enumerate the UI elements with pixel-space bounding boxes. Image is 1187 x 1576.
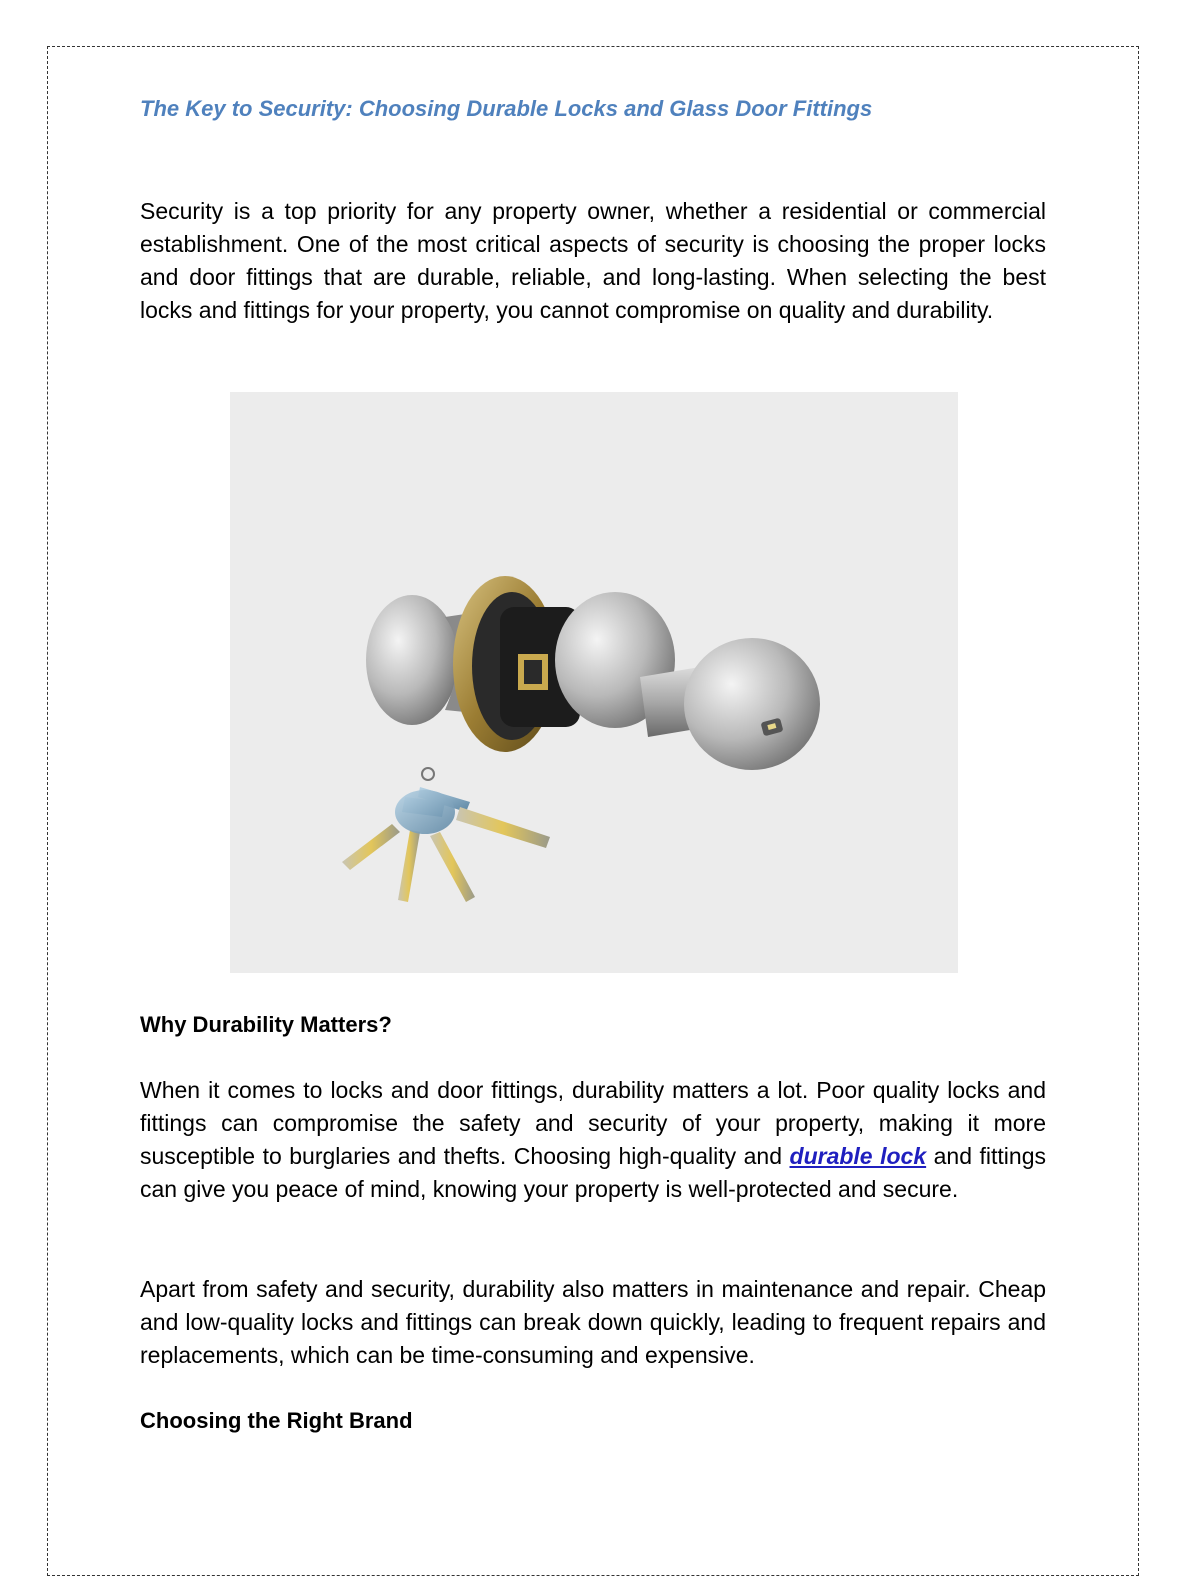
durability-paragraph xyxy=(140,1074,1046,1206)
maintenance-paragraph: Apart from safety and security, durability also matters in maintenance and repair. Cheap and low-quality locks and fittings can break down quickly, leading to frequent repairs and replacements, which can be time-consuming and expensive. xyxy=(140,1276,1046,1368)
door-knob-lock-photo xyxy=(230,392,958,973)
durable-lock-link[interactable]: durable lock xyxy=(789,1143,927,1169)
durability-text-after-link: and fittings can give you peace of mind, knowing your property is well-protected and secure. xyxy=(140,1143,1046,1202)
intro-paragraph: Security is a top priority for any property owner, whether a residential or commercial establishment. One of the most critical aspects of security is choosing the proper locks and door fittings that are durable, reliable, and long-lasting. When selecting the best locks and fittings for your property, you cannot compromise on quality and durability. xyxy=(140,198,1046,323)
page-title: The Key to Security: Choosing Durable Locks and Glass Door Fittings xyxy=(140,96,873,121)
section-heading-durability: Why Durability Matters? xyxy=(140,1012,392,1037)
section-heading-brand: Choosing the Right Brand xyxy=(140,1408,413,1433)
durability-text-before-link: When it comes to locks and door fittings, durability matters a lot. Poor quality locks and fittings can compromise the safety and security of your property, making it more susceptible to burglaries and thefts. Choosing high-quality and xyxy=(140,1077,1046,1169)
